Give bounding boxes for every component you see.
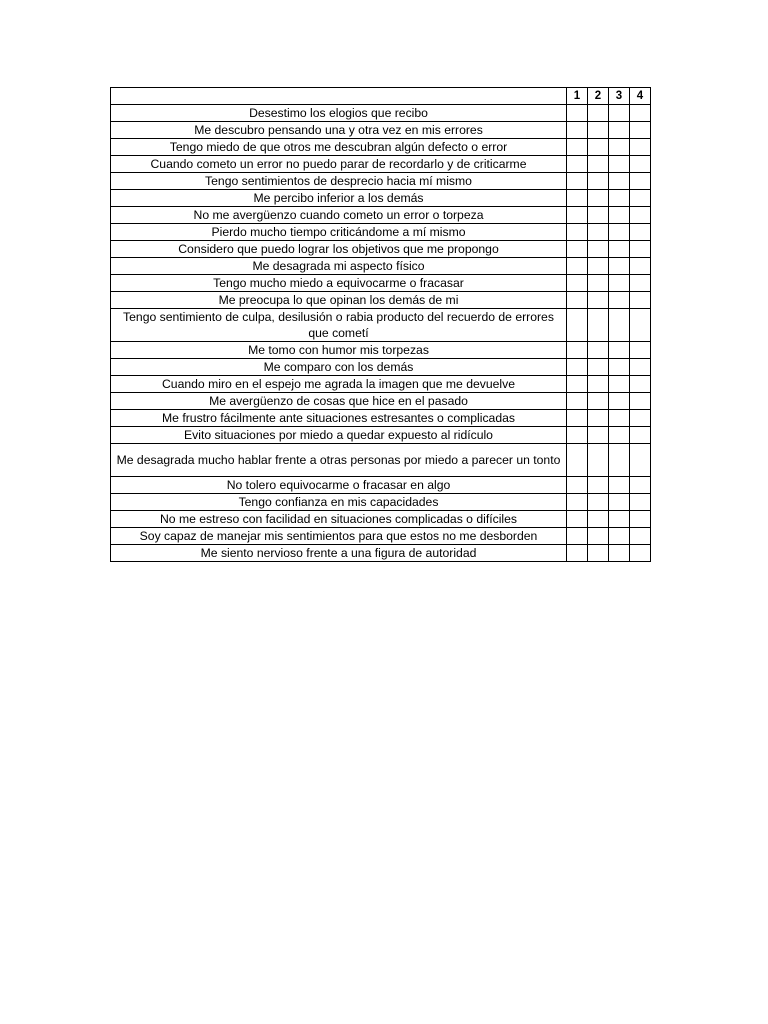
table-row (111, 224, 651, 241)
answer-box-1[interactable] (567, 427, 588, 444)
answer-box-2[interactable] (588, 139, 609, 156)
answer-box-1[interactable] (567, 190, 588, 207)
table-row (111, 190, 651, 207)
item-statement: Pierdo mucho tiempo criticándome a mí mismo (111, 224, 567, 241)
answer-box-2[interactable] (588, 105, 609, 122)
table-row (111, 275, 651, 292)
answer-box-3[interactable] (609, 359, 630, 376)
answer-box-3[interactable] (609, 427, 630, 444)
answer-box-2[interactable] (588, 494, 609, 511)
answer-box-3[interactable] (609, 173, 630, 190)
answer-box-2[interactable] (588, 342, 609, 359)
answer-box-1[interactable] (567, 258, 588, 275)
answer-box-4[interactable] (630, 190, 651, 207)
table-row (111, 207, 651, 224)
answer-box-4[interactable] (630, 309, 651, 342)
answer-box-3[interactable] (609, 342, 630, 359)
survey-sheet (110, 87, 651, 562)
answer-box-1[interactable] (567, 241, 588, 258)
table-row (111, 258, 651, 275)
survey-body (111, 105, 651, 562)
answer-box-4[interactable] (630, 122, 651, 139)
header-row (111, 88, 651, 105)
answer-box-3[interactable] (609, 410, 630, 427)
table-row (111, 494, 651, 511)
table-row (111, 359, 651, 376)
item-statement: Me percibo inferior a los demás (111, 190, 567, 207)
answer-box-3[interactable] (609, 477, 630, 494)
answer-box-1[interactable] (567, 494, 588, 511)
answer-box-2[interactable] (588, 410, 609, 427)
answer-box-3[interactable] (609, 528, 630, 545)
answer-box-3[interactable] (609, 241, 630, 258)
answer-box-2[interactable] (588, 309, 609, 342)
table-row (111, 444, 651, 477)
answer-box-2[interactable] (588, 241, 609, 258)
answer-box-1[interactable] (567, 156, 588, 173)
table-row (111, 105, 651, 122)
answer-box-2[interactable] (588, 292, 609, 309)
answer-box-3[interactable] (609, 545, 630, 562)
item-statement: No me estreso con facilidad en situaciones complicadas o difíciles (111, 511, 567, 528)
answer-box-3[interactable] (609, 156, 630, 173)
answer-box-3[interactable] (609, 105, 630, 122)
option-header-2: 2 (588, 88, 609, 105)
answer-box-3[interactable] (609, 444, 630, 477)
option-header-3: 3 (609, 88, 630, 105)
item-statement: Cuando miro en el espejo me agrada la imagen que me devuelve (111, 376, 567, 393)
table-row (111, 427, 651, 444)
answer-box-2[interactable] (588, 258, 609, 275)
table-row (111, 139, 651, 156)
answer-box-1[interactable] (567, 207, 588, 224)
table-row (111, 173, 651, 190)
answer-box-2[interactable] (588, 359, 609, 376)
answer-box-1[interactable] (567, 309, 588, 342)
answer-box-3[interactable] (609, 122, 630, 139)
option-header-4: 4 (630, 88, 651, 105)
answer-box-2[interactable] (588, 511, 609, 528)
answer-box-1[interactable] (567, 173, 588, 190)
answer-box-2[interactable] (588, 207, 609, 224)
item-statement: Tengo sentimientos de desprecio hacia mí mismo (111, 173, 567, 190)
item-statement: Me comparo con los demás (111, 359, 567, 376)
item-statement: Tengo sentimiento de culpa, desilusión o rabia producto del recuerdo de errores que cometí (111, 309, 567, 342)
item-column-header (111, 88, 567, 105)
answer-box-1[interactable] (567, 545, 588, 562)
item-statement: Me desagrada mucho hablar frente a otras personas por miedo a parecer un tonto (111, 444, 567, 477)
item-statement: Me avergüenzo de cosas que hice en el pasado (111, 393, 567, 410)
item-statement: Tengo mucho miedo a equivocarme o fracasar (111, 275, 567, 292)
answer-box-2[interactable] (588, 376, 609, 393)
answer-box-4[interactable] (630, 494, 651, 511)
item-statement: No tolero equivocarme o fracasar en algo (111, 477, 567, 494)
answer-box-4[interactable] (630, 427, 651, 444)
answer-box-1[interactable] (567, 393, 588, 410)
item-statement: Cuando cometo un error no puedo parar de recordarlo y de criticarme (111, 156, 567, 173)
answer-box-2[interactable] (588, 444, 609, 477)
answer-box-3[interactable] (609, 376, 630, 393)
item-statement: Me frustro fácilmente ante situaciones estresantes o complicadas (111, 410, 567, 427)
answer-box-4[interactable] (630, 393, 651, 410)
answer-box-3[interactable] (609, 258, 630, 275)
answer-box-4[interactable] (630, 105, 651, 122)
item-statement: Me desagrada mi aspecto físico (111, 258, 567, 275)
answer-box-4[interactable] (630, 207, 651, 224)
option-header-1: 1 (567, 88, 588, 105)
item-statement: Me siento nervioso frente a una figura de autoridad (111, 545, 567, 562)
answer-box-1[interactable] (567, 342, 588, 359)
item-statement: No me avergüenzo cuando cometo un error o torpeza (111, 207, 567, 224)
item-statement: Me descubro pensando una y otra vez en mis errores (111, 122, 567, 139)
answer-box-1[interactable] (567, 511, 588, 528)
answer-box-4[interactable] (630, 156, 651, 173)
answer-box-2[interactable] (588, 173, 609, 190)
table-row (111, 309, 651, 342)
table-row (111, 156, 651, 173)
answer-box-3[interactable] (609, 275, 630, 292)
answer-box-2[interactable] (588, 477, 609, 494)
table-row (111, 477, 651, 494)
answer-box-4[interactable] (630, 139, 651, 156)
answer-box-3[interactable] (609, 224, 630, 241)
answer-box-1[interactable] (567, 139, 588, 156)
answer-box-3[interactable] (609, 292, 630, 309)
table-row (111, 410, 651, 427)
answer-box-2[interactable] (588, 224, 609, 241)
answer-box-3[interactable] (609, 393, 630, 410)
item-statement: Desestimo los elogios que recibo (111, 105, 567, 122)
answer-box-2[interactable] (588, 545, 609, 562)
item-statement: Me preocupa lo que opinan los demás de mi (111, 292, 567, 309)
item-statement: Considero que puedo lograr los objetivos que me propongo (111, 241, 567, 258)
answer-box-4[interactable] (630, 444, 651, 477)
answer-box-1[interactable] (567, 359, 588, 376)
answer-box-4[interactable] (630, 511, 651, 528)
survey-table (110, 87, 651, 562)
answer-box-3[interactable] (609, 494, 630, 511)
item-statement: Evito situaciones por miedo a quedar expuesto al ridículo (111, 427, 567, 444)
answer-box-2[interactable] (588, 122, 609, 139)
answer-box-4[interactable] (630, 477, 651, 494)
answer-box-4[interactable] (630, 258, 651, 275)
table-row (111, 528, 651, 545)
table-row (111, 292, 651, 309)
answer-box-1[interactable] (567, 376, 588, 393)
answer-box-4[interactable] (630, 342, 651, 359)
answer-box-4[interactable] (630, 173, 651, 190)
answer-box-1[interactable] (567, 105, 588, 122)
answer-box-4[interactable] (630, 545, 651, 562)
answer-box-2[interactable] (588, 427, 609, 444)
answer-box-1[interactable] (567, 122, 588, 139)
table-row (111, 511, 651, 528)
answer-box-4[interactable] (630, 224, 651, 241)
table-row (111, 342, 651, 359)
table-row (111, 122, 651, 139)
answer-box-2[interactable] (588, 393, 609, 410)
item-statement: Soy capaz de manejar mis sentimientos para que estos no me desborden (111, 528, 567, 545)
answer-box-4[interactable] (630, 359, 651, 376)
answer-box-2[interactable] (588, 190, 609, 207)
answer-box-3[interactable] (609, 190, 630, 207)
answer-box-3[interactable] (609, 207, 630, 224)
item-statement: Tengo confianza en mis capacidades (111, 494, 567, 511)
answer-box-1[interactable] (567, 477, 588, 494)
answer-box-4[interactable] (630, 275, 651, 292)
table-row (111, 376, 651, 393)
answer-box-1[interactable] (567, 275, 588, 292)
answer-box-1[interactable] (567, 410, 588, 427)
answer-box-4[interactable] (630, 528, 651, 545)
answer-box-4[interactable] (630, 241, 651, 258)
answer-box-4[interactable] (630, 292, 651, 309)
answer-box-1[interactable] (567, 224, 588, 241)
answer-box-1[interactable] (567, 528, 588, 545)
answer-box-1[interactable] (567, 292, 588, 309)
answer-box-2[interactable] (588, 528, 609, 545)
answer-box-4[interactable] (630, 410, 651, 427)
answer-box-4[interactable] (630, 376, 651, 393)
table-row (111, 393, 651, 410)
item-statement: Me tomo con humor mis torpezas (111, 342, 567, 359)
answer-box-3[interactable] (609, 309, 630, 342)
answer-box-2[interactable] (588, 156, 609, 173)
item-statement: Tengo miedo de que otros me descubran algún defecto o error (111, 139, 567, 156)
table-row (111, 241, 651, 258)
table-row (111, 545, 651, 562)
answer-box-1[interactable] (567, 444, 588, 477)
answer-box-3[interactable] (609, 139, 630, 156)
answer-box-3[interactable] (609, 511, 630, 528)
answer-box-2[interactable] (588, 275, 609, 292)
